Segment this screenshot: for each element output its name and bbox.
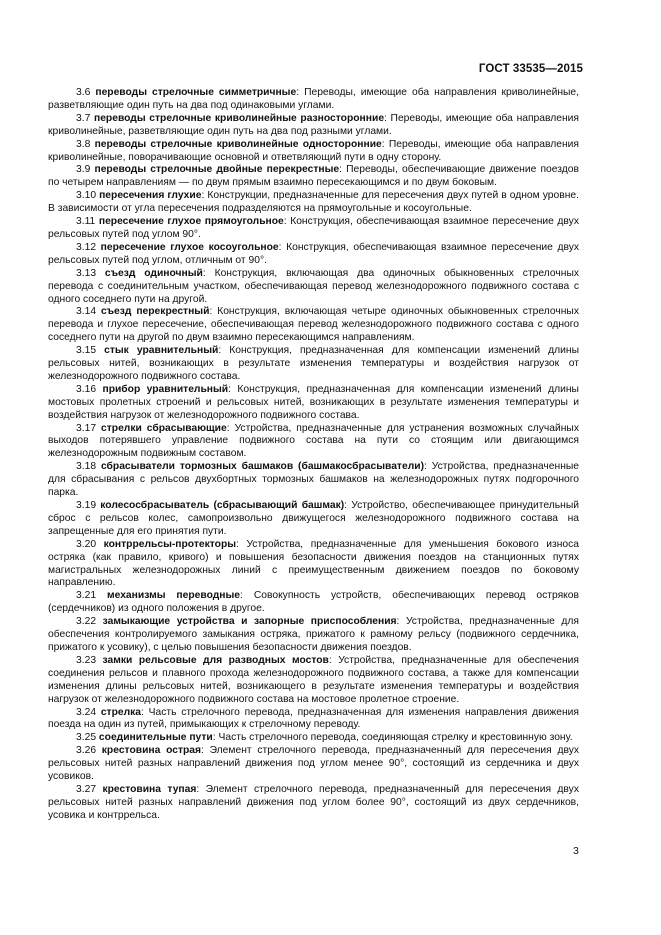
term-definition: : Часть стрелочного перевода, соединяющая стрелку и крестовинную зону. — [212, 732, 573, 744]
term-3-22 — [48, 616, 579, 655]
term-3-24 — [48, 707, 579, 733]
term-name: замыкающие устройства и запорные приспособления — [102, 616, 397, 628]
terms-section — [48, 87, 579, 823]
term-3-25 — [48, 732, 579, 745]
term-number: 3.20 — [76, 538, 97, 550]
term-name: съезд одиночный — [104, 267, 203, 279]
term-name: переводы стрелочные двойные перекрестные — [94, 164, 340, 176]
term-number: 3.10 — [76, 190, 97, 202]
term-3-27 — [48, 784, 579, 823]
term-definition: : Часть стрелочного перевода, предназначенная для изменения направления движения поезда на один из путей, примыкающих к стрелочному переводу. — [48, 706, 579, 731]
term-name: механизмы переводные — [107, 590, 241, 602]
term-number: 3.12 — [76, 241, 97, 253]
term-definition: : Устройства, предназначенные для уменьшения бокового износа остряка (как правило, кривого) и повышения безопасности движения поездов на станционных путях магистральных железнодорожных линий с преимущественным движением поездов по боковому направлению. — [48, 538, 579, 589]
term-3-10 — [48, 190, 579, 216]
term-3-15 — [48, 345, 579, 384]
term-number: 3.18 — [76, 461, 97, 473]
term-definition: : Устройства, предназначенные для сбрасывания с рельсов двухбортных тормозных башмаков на железнодорожных путях подгорочного парка. — [48, 461, 580, 499]
term-number: 3.26 — [76, 745, 97, 757]
term-3-12 — [48, 242, 579, 268]
term-3-13 — [48, 268, 579, 307]
term-number: 3.22 — [76, 616, 97, 628]
term-3-7 — [48, 113, 579, 139]
term-definition: : Устройства, предназначенные для устранения возможных случайных выходов потерявшего управление подвижного состава на пути со стоящим или двигающимся железнодорожным подвижным составом. — [48, 422, 579, 460]
term-3-8 — [48, 139, 579, 165]
document-code: ГОСТ 33535—2015 — [478, 63, 583, 75]
term-name: замки рельсовые для разводных мостов — [102, 654, 329, 666]
term-definition: : Элемент стрелочного перевода, предназначенный для пересечения двух рельсовых нитей разных направлений движения под углом менее 90°, состоящий из сердечника и двух усовиков. — [48, 745, 579, 783]
term-number: 3.6 — [76, 87, 91, 98]
term-number: 3.8 — [76, 138, 91, 150]
term-number: 3.25 — [76, 732, 97, 744]
term-definition: : Конструкция, предназначенная для компенсации изменений длины мостовых пролетных строений и рельсовых нитей, возникающих в результате изменения температуры и воздействия нагрузок от железнодорожного подвижного состава. — [48, 383, 579, 421]
term-definition: : Конструкция, обеспечивающая взаимное пересечение двух рельсовых путей под углом, отличным от 90°. — [48, 241, 579, 266]
term-3-16 — [48, 384, 579, 423]
term-name: переводы стрелочные криволинейные односторонние — [94, 138, 382, 150]
term-name: крестовина острая — [101, 745, 202, 757]
term-definition: : Устройство, обеспечивающее принудительный сброс с рельсов колес, самопроизвольно движущегося железнодорожного подвижного состава на запрещенные для его принятия пути. — [48, 500, 579, 537]
term-definition: : Переводы, имеющие оба направления криволинейные, поворачивающие основной и ответвляющий пути в одну сторону. — [48, 138, 579, 163]
term-3-9 — [48, 164, 579, 190]
page-number: 3 — [573, 845, 579, 857]
term-name: сбрасыватели тормозных башмаков (башмакосбрасыватели) — [100, 461, 425, 473]
term-name: прибор уравнительный — [102, 383, 229, 395]
term-definition: : Устройства, предназначенные для обеспечения соединения рельсов и плавного прохода железнодорожного подвижного состава, а также для компенсации изменения длины рельсовых нитей, возникающего в результате изменения температуры и воздействия нагрузок от железнодорожного подвижного состава на мостовое пролетное строение. — [48, 654, 579, 705]
term-name: пересечение глухое прямоугольное — [98, 216, 284, 228]
term-number: 3.16 — [76, 383, 97, 395]
term-number: 3.7 — [76, 112, 91, 124]
term-name: колесосбрасыватель (сбрасывающий башмак) — [100, 500, 345, 511]
term-number: 3.27 — [76, 783, 97, 795]
term-3-19 — [48, 500, 579, 539]
term-number: 3.14 — [76, 306, 97, 318]
term-number: 3.23 — [76, 654, 97, 666]
term-number: 3.17 — [76, 422, 97, 434]
term-definition: : Переводы, имеющие оба направления криволинейные, разветвляющие один путь на два под одинаковыми углами. — [48, 87, 579, 111]
term-name: съезд перекрестный — [100, 306, 210, 318]
term-definition: : Переводы, обеспечивающие движение поездов по четырем направлениям — по двум прямым взаимно пересекающимся и по двум боковым. — [48, 164, 579, 189]
term-definition: : Конструкция, включающая два одиночных обыкновенных стрелочных перевода с соединительным участком, обеспечивающая перевод железнодорожного подвижного состава с одного соседнего пути на другой. — [48, 267, 579, 305]
term-definition: : Конструкция, включающая четыре одиночных обыкновенных стрелочных перевода и глухое пересечение, обеспечивающая перевод железнодорожного подвижного состава с одного соседнего пути на другой по двум взаимно пересекающимся направлениям. — [48, 306, 579, 344]
term-number: 3.11 — [76, 216, 96, 228]
term-name: стрелка — [100, 706, 142, 718]
term-number: 3.19 — [76, 500, 97, 511]
term-number: 3.9 — [76, 164, 91, 176]
term-number: 3.13 — [76, 267, 97, 279]
term-3-21 — [48, 590, 579, 616]
term-3-20 — [48, 539, 579, 591]
term-3-11 — [48, 216, 579, 242]
term-definition: : Элемент стрелочного перевода, предназначенный для пересечения двух рельсовых нитей разных направлений движения под углом более 90°, состоящий из двух сердечников, усовика и контррельса. — [48, 783, 579, 821]
term-3-18 — [48, 461, 579, 500]
term-name: стык уравнительный — [104, 345, 219, 357]
term-name: переводы стрелочные симметричные — [95, 87, 297, 98]
term-number: 3.15 — [76, 345, 97, 357]
term-number: 3.21 — [76, 590, 97, 602]
term-definition: : Переводы, имеющие оба направления криволинейные, разветвляющие один путь на два под разными углами. — [48, 112, 579, 137]
term-definition: : Устройства, предназначенные для обеспечения контролируемого замыкания остряка, прижатого к рамному рельсу (подвижного сердечника, прижатого к усовику), с целью повышения безопасности движения поездов. — [48, 616, 579, 653]
term-definition: : Конструкция, обеспечивающая взаимное пересечение двух рельсовых путей под углом 90°. — [48, 216, 579, 240]
term-name: пересечения глухие — [99, 190, 202, 202]
term-definition: : Конструкции, предназначенные для пересечения двух путей в одном уровне. В зависимости от угла пересечения подразделяются на прямоугольные и косоугольные. — [48, 190, 579, 215]
term-3-23 — [48, 655, 579, 707]
term-number: 3.24 — [76, 706, 97, 718]
term-name: контррельсы-протекторы — [103, 538, 237, 550]
term-3-17 — [48, 423, 579, 462]
term-3-6 — [48, 87, 579, 113]
term-name: соединительные пути — [98, 732, 213, 744]
term-definition: : Конструкция, предназначенная для компенсации изменений длины рельсовых нитей, возникающих в результате изменения температуры и воздействия нагрузок от железнодорожного подвижного состава. — [48, 345, 579, 382]
term-3-26 — [48, 745, 579, 784]
term-definition: : Совокупность устройств, обеспечивающих перевод остряков (сердечников) из одного положения в другое. — [48, 590, 579, 615]
term-name: пересечение глухое косоугольное — [100, 241, 279, 253]
term-name: крестовина тупая — [102, 783, 197, 795]
term-name: стрелки сбрасывающие — [101, 422, 227, 434]
term-name: переводы стрелочные криволинейные разносторонние — [93, 112, 385, 124]
term-3-14 — [48, 306, 579, 345]
